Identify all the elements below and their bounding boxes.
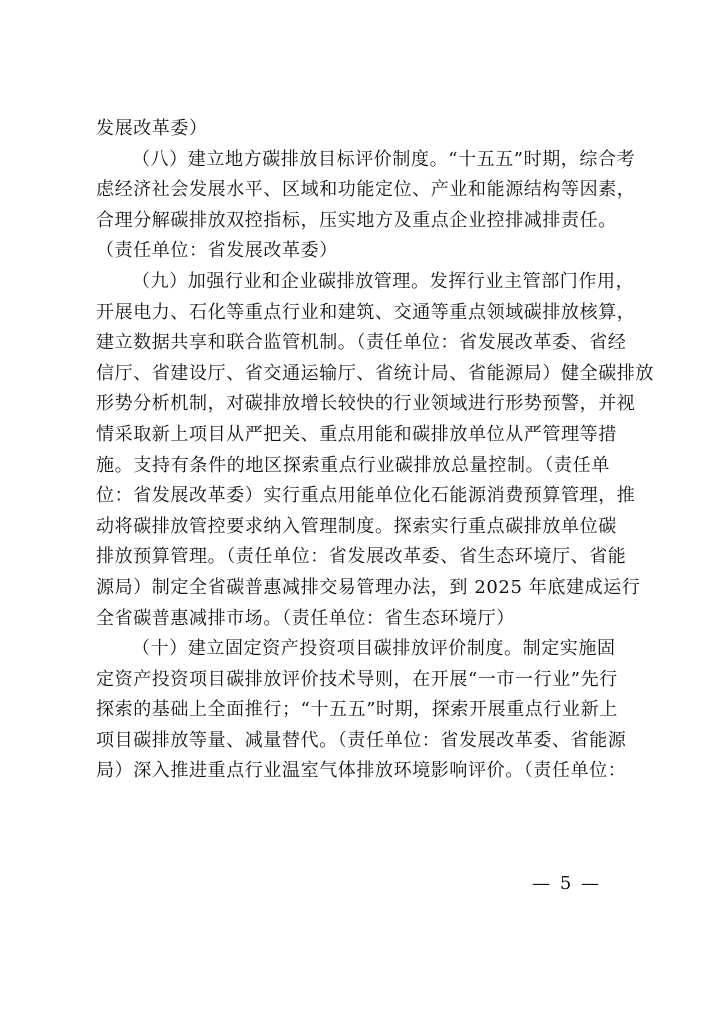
section-8-heading-line: （八）建立地方碳排放目标评价制度。“十五五”时期，综合考 [132,148,636,170]
text-line: 源局）制定全省碳普惠减排交易管理办法，到 2025 年底建成运行 [96,576,641,598]
text-line: 项目碳排放等量、减量替代。（责任单位：省发展改革委、省能源 [96,729,627,751]
text-line: 排放预算管理。（责任单位：省发展改革委、省生态环境厅、省能 [96,546,627,568]
text-line: 信厅、省建设厅、省交通运输厅、省统计局、省能源局）健全碳排放 [96,362,654,384]
text-line: 情采取新上项目从严把关、重点用能和碳排放单位从严管理等措 [96,423,617,445]
section-10-heading-line: （十）建立固定资产投资项目碳排放评价制度。制定实施固 [132,638,616,660]
text-line: 动将碳排放管控要求纳入管理制度。探索实行重点碳排放单位碳 [96,515,617,537]
text-line: 发展改革委） [96,118,208,139]
text-line: 形势分析机制，对碳排放增长较快的行业领域进行形势预警，并视 [96,393,636,415]
body-text [96,114,654,787]
text-line: 虑经济社会发展水平、区域和功能定位、产业和能源结构等因素， [96,179,636,201]
text-line: 建立数据共享和联合监管机制。（责任单位：省发展改革委、省经 [96,332,627,354]
text-line: 探索的基础上全面推行；“十五五”时期，探索开展重点行业新上 [96,699,618,721]
text-line: 开展电力、石化等重点行业和建筑、交通等重点领域碳排放核算， [96,301,636,323]
page-number: — 5 — [532,873,601,894]
text-line: 全省碳普惠减排市场。（责任单位：省生态环境厅） [96,607,515,629]
text-line: 位：省发展改革委）实行重点用能单位化石能源消费预算管理，推 [96,485,636,507]
section-9-heading-line: （九）加强行业和企业碳排放管理。发挥行业主管部门作用， [132,270,635,292]
text-line: 合理分解碳排放双控指标，压实地方及重点企业控排减排责任。 [96,209,617,231]
text-line: 施。支持有条件的地区探索重点行业碳排放总量控制。（责任单 [96,454,610,476]
text-line: 定资产投资项目碳排放评价技术导则，在开展“一市一行业”先行 [96,668,618,690]
text-line: （责任单位：省发展改革委） [96,240,338,262]
text-line: 局）深入推进重点行业温室气体排放环境影响评价。（责任单位： [96,760,627,782]
